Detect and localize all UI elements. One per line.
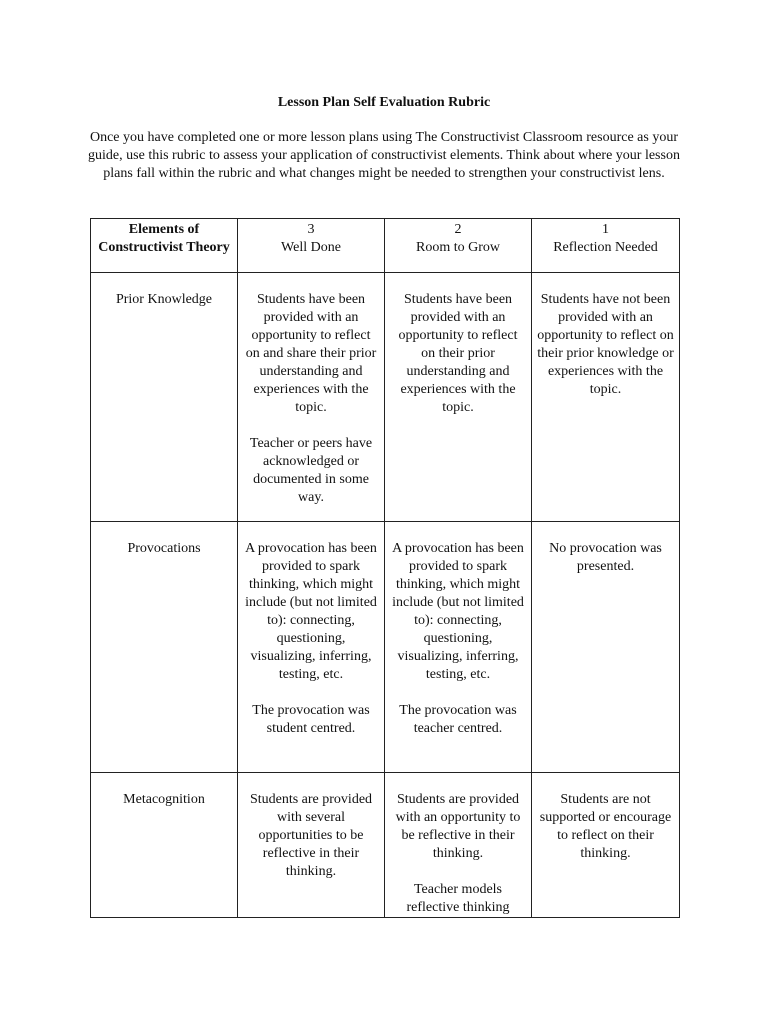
header-elements-label: Elements of Constructivist Theory	[98, 222, 230, 255]
cell-paragraph: Students have been provided with an opportunity to reflect on and share their prior understanding and experiences with the topic.	[245, 292, 377, 415]
cell-paragraph: A provocation has been provided to spark thinking, which might include (but not limited to): connecting, questioning, visualizing, inferring, testing, etc.	[245, 541, 377, 682]
element-cell	[91, 273, 238, 522]
header-score-3: 3	[307, 222, 315, 237]
rubric-table	[90, 218, 680, 918]
well-done-cell	[238, 522, 385, 773]
element-cell	[91, 522, 238, 773]
table-row	[91, 773, 680, 918]
document-title: Lesson Plan Self Evaluation Rubric	[277, 95, 491, 110]
room-to-grow-cell	[385, 522, 532, 773]
cell-paragraph: Teacher or peers have acknowledged or documented in some way.	[249, 436, 373, 505]
cell-paragraph: No provocation was presented.	[549, 541, 662, 574]
table-row	[91, 273, 680, 522]
header-well-done-label: Well Done	[281, 240, 341, 255]
well-done-cell	[238, 773, 385, 918]
cell-paragraph: The provocation was student centred.	[252, 703, 370, 736]
cell-paragraph: Students have not been provided with an opportunity to reflect on their prior knowledge or experiences with the topic.	[537, 292, 674, 397]
header-room-to-grow	[385, 219, 532, 273]
cell-paragraph: Students are provided with an opportunity to be reflective in their thinking.	[395, 792, 521, 861]
header-reflection-needed-label: Reflection Needed	[553, 240, 658, 255]
table-row	[91, 522, 680, 773]
room-to-grow-cell	[385, 773, 532, 918]
well-done-cell	[238, 273, 385, 522]
element-name: Metacognition	[123, 792, 205, 807]
header-score-1: 1	[602, 222, 609, 237]
reflection-needed-cell	[532, 773, 680, 918]
reflection-needed-cell	[532, 522, 680, 773]
header-score-2: 2	[454, 222, 462, 237]
header-row	[91, 219, 680, 273]
room-to-grow-cell	[385, 273, 532, 522]
cell-paragraph: The provocation was teacher centred.	[399, 703, 517, 736]
element-name: Prior Knowledge	[115, 292, 213, 307]
header-room-to-grow-label: Room to Grow	[416, 240, 500, 255]
header-reflection-needed	[532, 219, 680, 273]
cell-paragraph: A provocation has been provided to spark thinking, which might include (but not limited to): connecting, questioning, visualizing, inferring, testing, etc.	[392, 541, 524, 682]
cell-paragraph: Students are provided with several opportunities to be reflective in their thinking.	[249, 792, 373, 879]
element-name: Provocations	[127, 541, 201, 556]
reflection-needed-cell	[532, 273, 680, 522]
cell-paragraph: Students have been provided with an opportunity to reflect on their prior understanding and experiences with the topic.	[398, 292, 518, 415]
header-elements	[91, 219, 238, 273]
header-well-done	[238, 219, 385, 273]
cell-paragraph: Teacher models reflective thinking	[406, 882, 510, 915]
element-cell	[91, 773, 238, 918]
cell-paragraph: Students are not supported or encourage to reflect on their thinking.	[539, 792, 672, 861]
intro-paragraph: Once you have completed one or more lesson plans using The Constructivist Classroom resource as your guide, use this rubric to assess your application of constructivist elements. Think about where your lesson plans fall within the rubric and what changes might be needed to strengthen your constructivist lens.	[88, 130, 680, 181]
